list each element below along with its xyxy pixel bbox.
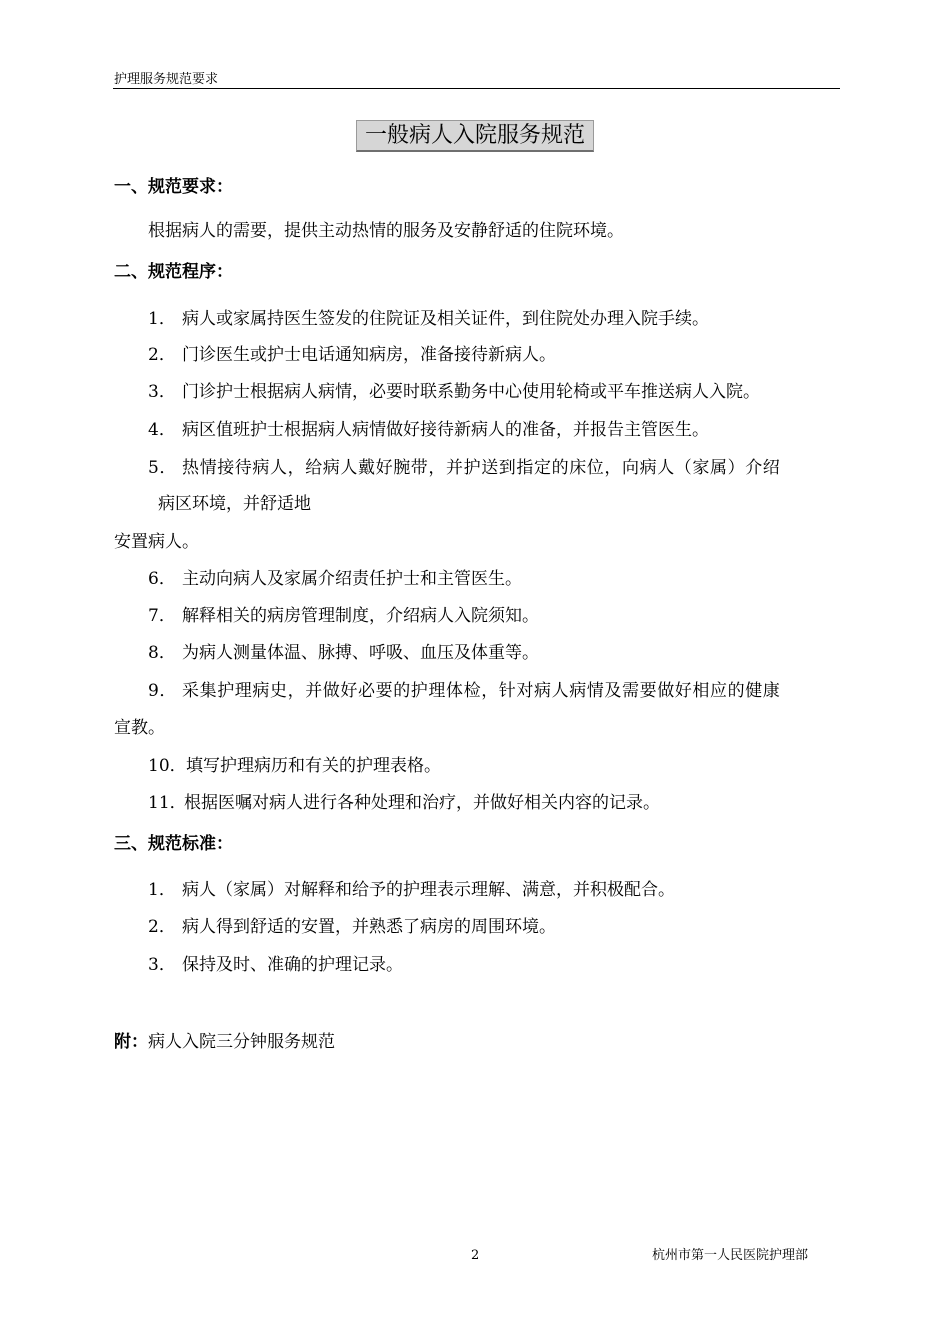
item-text: 保持及时、准确的护理记录。	[182, 955, 403, 975]
procedure-item	[148, 754, 441, 778]
item-text: 病人或家属持医生签发的住院证及相关证件，到住院处办理入院手续。	[182, 309, 709, 329]
item-text: 门诊医生或护士电话通知病房，准备接待新病人。	[182, 345, 556, 365]
procedure-item	[148, 418, 709, 442]
procedure-item-continuation: 安置病人。	[114, 532, 199, 552]
procedure-item-continuation: 宣教。	[114, 718, 165, 738]
procedure-item	[148, 456, 780, 480]
item-number: 4．	[148, 420, 176, 440]
procedure-item	[148, 791, 660, 815]
footer-organization: 杭州市第一人民医院护理部	[652, 1248, 809, 1263]
item-text: 采集护理病史，并做好必要的护理体检，针对病人病情及需要做好相应的健康	[182, 681, 781, 701]
procedure-item-continuation: 病区环境，并舒适地	[158, 494, 311, 514]
requirements-text: 根据病人的需要，提供主动热情的服务及安静舒适的住院环境。	[148, 221, 624, 241]
procedure-item	[148, 604, 539, 628]
appendix-text: 病人入院三分钟服务规范	[148, 1032, 335, 1052]
item-text: 门诊护士根据病人病情，必要时联系勤务中心使用轮椅或平车推送病人入院。	[182, 382, 760, 402]
item-text: 病区值班护士根据病人病情做好接待新病人的准备，并报告主管医生。	[182, 420, 709, 440]
item-number: 10．	[148, 756, 187, 776]
section-heading-standards: 三、规范标准：	[114, 834, 233, 854]
item-text: 为病人测量体温、脉搏、呼吸、血压及体重等。	[182, 643, 539, 663]
item-text: 主动向病人及家属介绍责任护士和主管医生。	[182, 569, 522, 589]
procedure-item	[148, 567, 522, 591]
item-number: 7．	[148, 606, 176, 626]
item-text: 解释相关的病房管理制度，介绍病人入院须知。	[182, 606, 539, 626]
item-number: 3．	[148, 382, 176, 402]
page-number: 2	[471, 1248, 480, 1263]
section-heading-procedure: 二、规范程序：	[114, 262, 233, 282]
standards-item	[148, 878, 675, 902]
item-number: 9．	[148, 681, 178, 701]
procedure-item	[148, 343, 556, 367]
item-number: 6．	[148, 569, 176, 589]
procedure-item	[148, 380, 760, 404]
item-text: 病人（家属）对解释和给予的护理表示理解、满意，并积极配合。	[182, 880, 675, 900]
item-text: 病人得到舒适的安置，并熟悉了病房的周围环境。	[182, 917, 556, 937]
item-number: 1．	[148, 309, 176, 329]
item-number: 2．	[148, 345, 176, 365]
procedure-item	[148, 641, 539, 665]
appendix-label: 附：	[114, 1032, 148, 1052]
procedure-item	[148, 679, 780, 703]
procedure-item	[148, 307, 709, 331]
item-number: 1．	[148, 880, 176, 900]
appendix-line	[114, 1030, 335, 1054]
item-number: 11．	[148, 793, 187, 813]
item-number: 2．	[148, 917, 176, 937]
section-heading-requirements: 一、规范要求：	[114, 177, 233, 197]
item-number: 3．	[148, 955, 176, 975]
item-number: 8．	[148, 643, 176, 663]
item-text: 热情接待病人，给病人戴好腕带，并护送到指定的床位，向病人（家属）介绍	[182, 458, 781, 478]
standards-item	[148, 915, 556, 939]
item-text: 根据医嘱对病人进行各种处理和治疗，并做好相关内容的记录。	[184, 793, 660, 813]
running-header: 护理服务规范要求	[114, 72, 219, 87]
item-number: 5．	[148, 458, 178, 478]
item-text: 填写护理病历和有关的护理表格。	[186, 756, 441, 776]
header-rule	[113, 88, 840, 89]
standards-item	[148, 953, 403, 977]
document-title: 一般病人入院服务规范	[356, 120, 594, 152]
